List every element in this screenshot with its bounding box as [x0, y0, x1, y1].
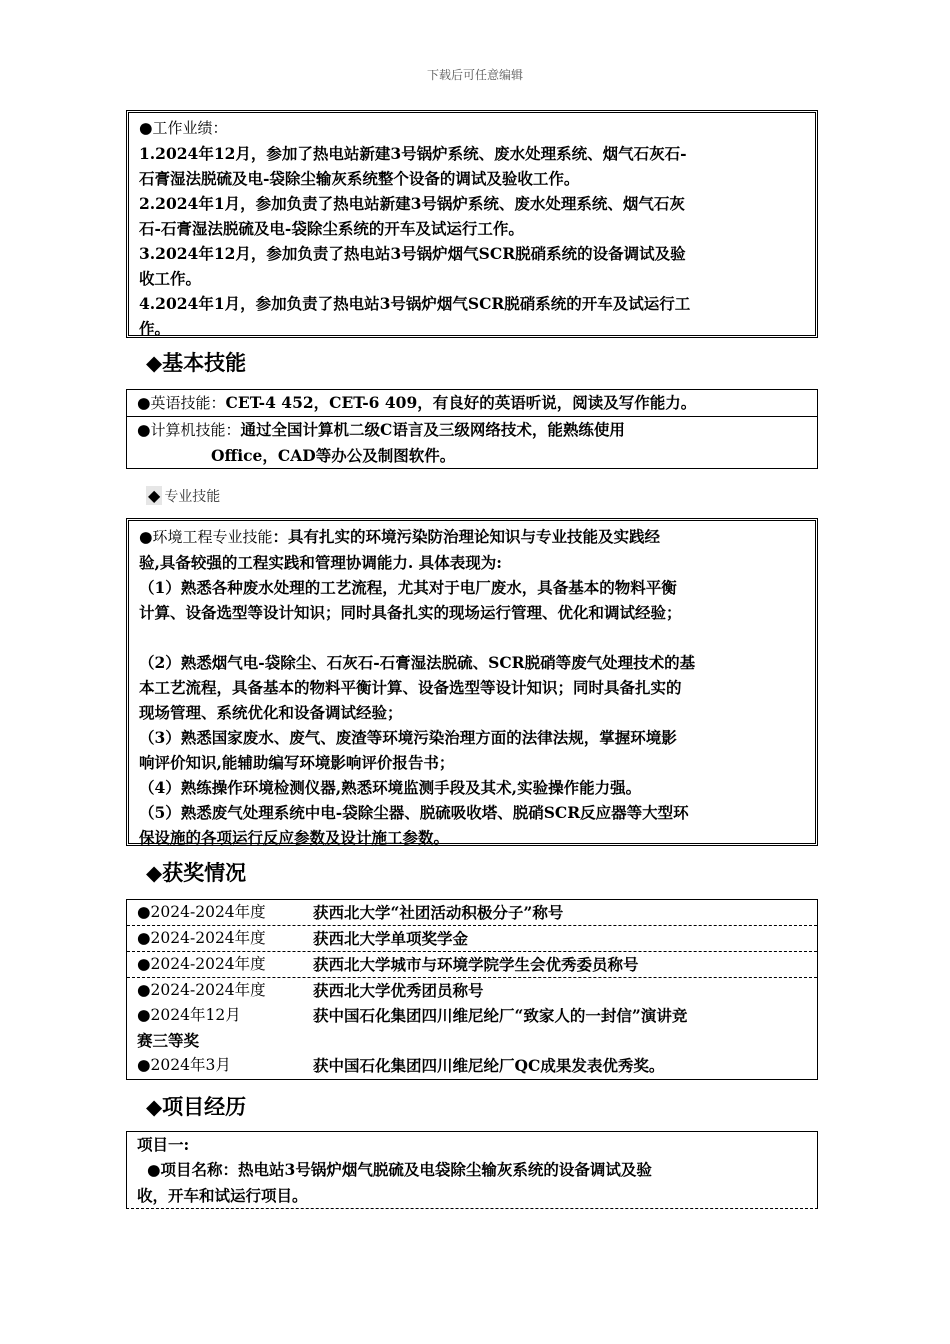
pro-skill-line: 验,具备较强的工程实践和管理协调能力. 具体表现为: [139, 553, 502, 572]
bullet-icon: ● [137, 1056, 151, 1074]
work-line: 收工作。 [139, 269, 202, 288]
work-heading: ●工作业绩： [139, 119, 228, 137]
bullet-icon: ● [137, 955, 151, 973]
work-line: 4.2024年1月，参加负责了热电站3号锅炉烟气SCR脱硝系统的开车及试运行工 [139, 294, 691, 313]
bullet-icon: ● [137, 421, 151, 439]
bullet-icon: ● [139, 528, 153, 546]
pro-skill-line: 现场管理、系统优化和设备调试经验； [139, 703, 403, 722]
work-line: 3.2024年12月，参加负责了热电站3号锅炉烟气SCR脱硝系统的设备调试及验 [139, 244, 686, 263]
bullet-icon: ● [139, 119, 153, 137]
bullet-icon: ● [137, 394, 151, 412]
work-line: 石膏湿法脱硫及电-袋除尘输灰系统整个设备的调试及验收工作。 [139, 169, 580, 188]
computer-skill-row: ●计算机技能：通过全国计算机二级C语言及三级网络技术，能熟练使用 Office，CAD等办公及制图软件。 [127, 416, 817, 468]
basic-skills-title: ◆基本技能 [146, 350, 246, 376]
pro-skill-line: （2）熟悉烟气电-袋除尘、石灰石-石膏湿法脱硫、SCR脱硝等废气处理技术的基 [139, 653, 696, 672]
pro-skill-line: 保设施的各项运行反应参数及设计施工参数。 [139, 828, 450, 847]
bullet-icon: ● [137, 1006, 151, 1024]
projects-box [126, 1131, 818, 1209]
work-achievements-box [126, 110, 818, 338]
pro-skill-line [129, 625, 815, 650]
pro-skill-line: （4）熟练操作环境检测仪器,熟悉环境监测手段及其术,实验操作能力强。 [139, 778, 642, 797]
award-row: ●2024-2024年度 获西北大学优秀团员称号 ●2024年12月 获中国石化集团四川维尼纶厂“致家人的一封信”演讲竞 赛三等奖 ●2024年3月 获中国石化集团四川维尼纶厂QC成果发表优秀奖。 [127, 977, 817, 1078]
pro-skill-line: 计算、设备选型等设计知识；同时具备扎实的现场运行管理、优化和调试经验； [139, 603, 682, 622]
work-line: 2.2024年1月，参加负责了热电站新建3号锅炉系统、废水处理系统、烟气石灰 [139, 194, 685, 213]
basic-skills-box [126, 389, 818, 469]
pro-skills-box [126, 518, 818, 846]
awards-title: ◆获奖情况 [146, 860, 246, 886]
english-skill-row: ●英语技能：CET-4 452，CET-6 409，有良好的英语听说，阅读及写作能力。 [137, 393, 697, 412]
pro-skill-line: ●环境工程专业技能：具有扎实的环境污染防治理论知识与专业技能及实践经 [139, 527, 661, 546]
project-name-line: ●项目名称：热电站3号锅炉烟气脱硫及电袋除尘输灰系统的设备调试及验 [147, 1160, 652, 1179]
bullet-icon: ● [137, 929, 151, 947]
award-row: ●2024-2024年度 获西北大学“社团活动积极分子”称号 [137, 903, 564, 922]
pro-skill-line: （5）熟悉废气处理系统中电-袋除尘器、脱硫吸收塔、脱硝SCR反应器等大型环 [139, 803, 689, 822]
bullet-icon: ● [137, 981, 151, 999]
pro-skills-title: ◆ 专业技能 [148, 486, 221, 505]
work-line: 石-石膏湿法脱硫及电-袋除尘系统的开车及试运行工作。 [139, 219, 524, 238]
awards-box [126, 899, 818, 1080]
work-line: 1.2024年12月，参加了热电站新建3号锅炉系统、废水处理系统、烟气石灰石- [139, 144, 687, 163]
diamond-icon: ◆ [148, 486, 161, 505]
project-name-line: 收，开车和试运行项目。 [137, 1186, 308, 1205]
award-row: ●2024-2024年度 获西北大学城市与环境学院学生会优秀委员称号 [127, 951, 817, 977]
bullet-icon: ● [137, 903, 151, 921]
pro-skill-line: （1）熟悉各种废水处理的工艺流程，尤其对于电厂废水，具备基本的物料平衡 [139, 578, 677, 597]
project-label: 项目一: [137, 1135, 190, 1154]
header-note: 下载后可任意编辑 [426, 68, 523, 82]
work-line: 作。 [139, 319, 171, 338]
bullet-icon: ● [147, 1161, 161, 1179]
award-row: ●2024-2024年度 获西北大学单项奖学金 [127, 925, 817, 951]
pro-skill-line: 本工艺流程，具备基本的物料平衡计算、设备选型等设计知识；同时具备扎实的 [139, 678, 682, 697]
pro-skill-line: 响评价知识,能辅助编写环境影响评价报告书； [139, 753, 455, 772]
pro-skill-line: （3）熟悉国家废水、废气、废渣等环境污染治理方面的法律法规，掌握环境影 [139, 728, 677, 747]
projects-title: ◆项目经历 [146, 1094, 246, 1120]
